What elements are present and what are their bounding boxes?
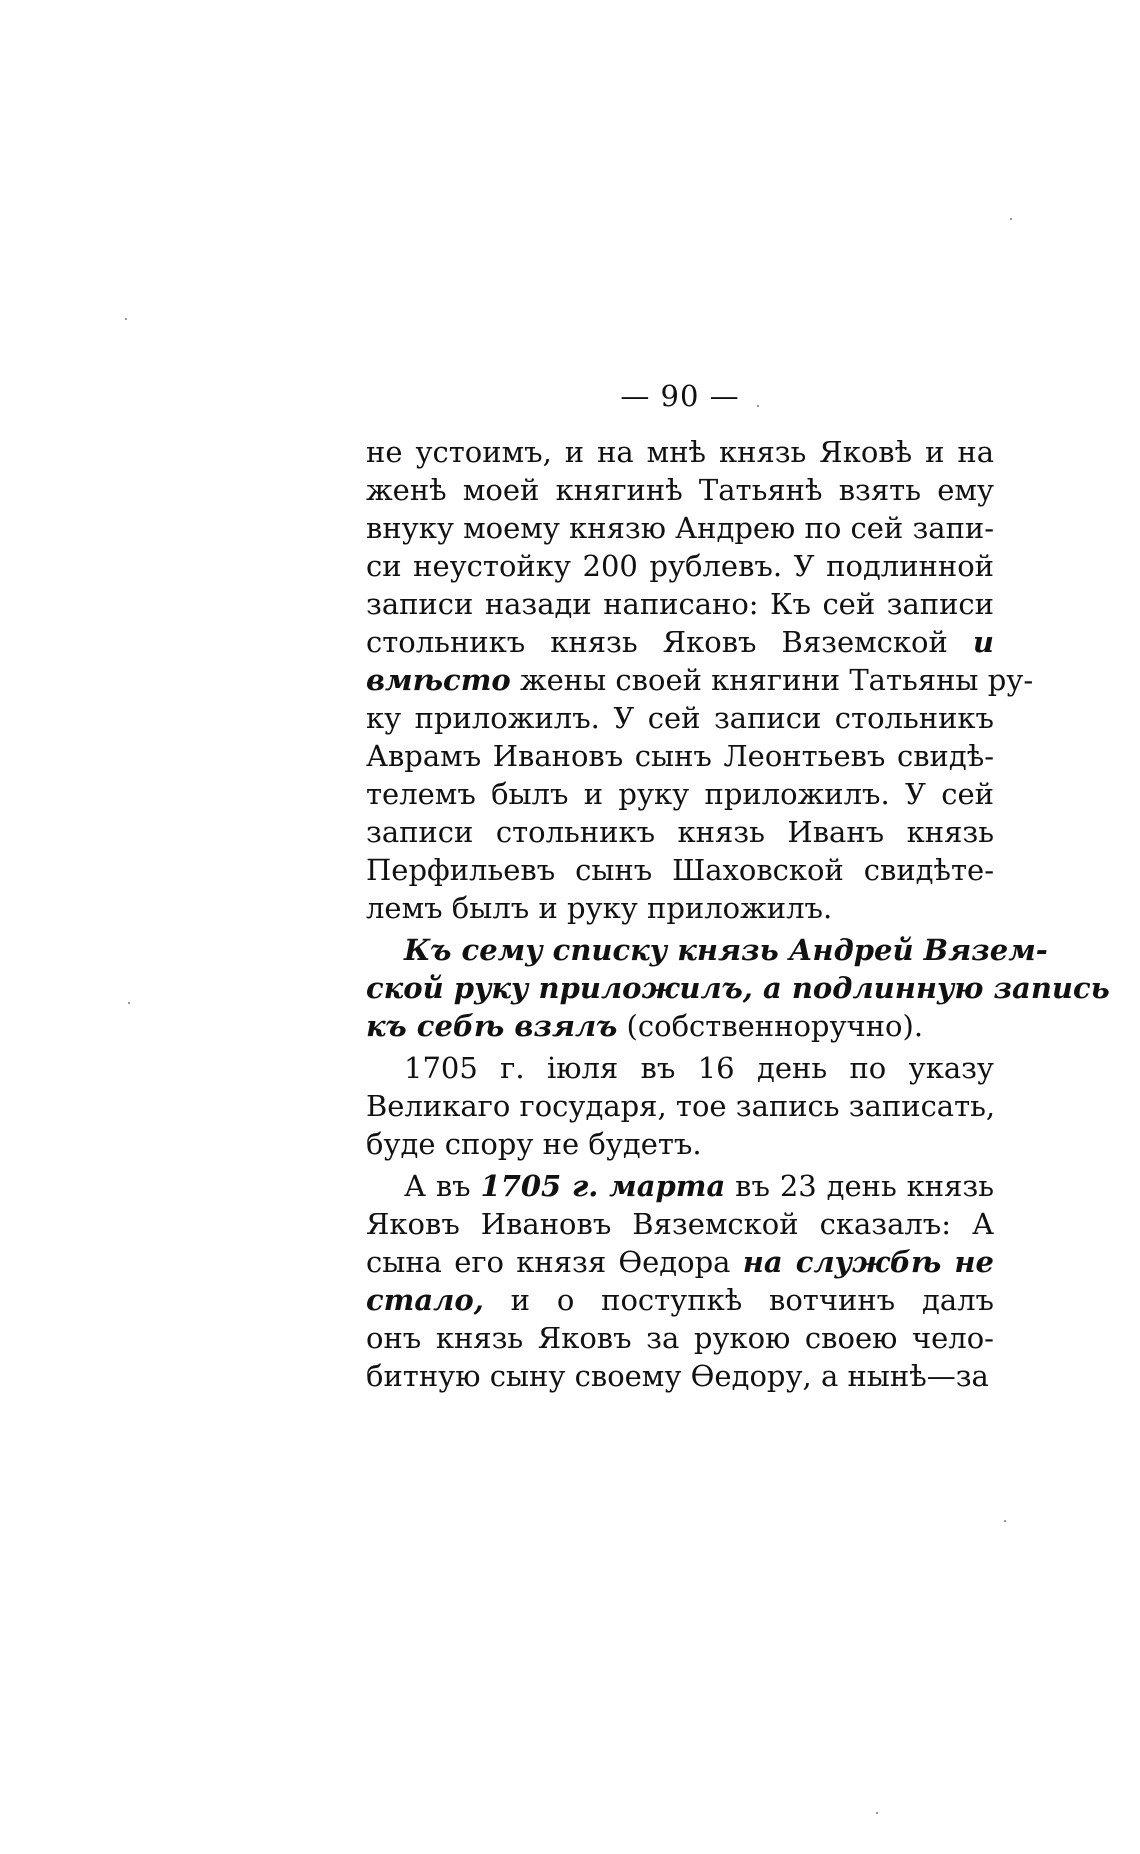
text-segment: Перфильевъ сынъ Шаховской свидѣте- — [366, 853, 994, 887]
text-line — [366, 1357, 994, 1395]
text-segment: не устоимъ, и на мнѣ князь Яковѣ и на — [366, 435, 994, 469]
text-segment: ку приложилъ. У сей записи стольникъ — [366, 701, 994, 735]
paragraph — [366, 1049, 994, 1163]
text-line — [366, 737, 994, 775]
italic-segment: и — [972, 625, 994, 659]
scan-speck — [757, 405, 759, 407]
text-segment: сына его князя Ѳедора — [366, 1245, 743, 1279]
text-segment: буде спору не будетъ. — [366, 1127, 702, 1161]
italic-segment: стало, — [366, 1283, 484, 1317]
text-segment: стольникъ князь Яковъ Вяземской — [366, 625, 973, 659]
text-line — [366, 433, 994, 471]
scan-speck — [128, 1002, 130, 1004]
text-segment: телемъ былъ и руку приложилъ. У сей — [366, 777, 994, 811]
italic-segment: къ себѣ взялъ — [366, 1009, 618, 1043]
scan-speck — [876, 1812, 878, 1814]
text-line — [366, 1167, 994, 1205]
text-line — [366, 1205, 994, 1243]
paragraph — [366, 931, 1110, 1045]
text-segment: и о поступкѣ вотчинъ далъ — [483, 1283, 994, 1317]
text-line — [366, 623, 994, 661]
text-segment: Яковъ Ивановъ Вяземской сказалъ: А — [366, 1207, 994, 1241]
text-segment: записи назади написано: Къ сей записи — [366, 587, 994, 621]
text-line — [366, 889, 994, 927]
text-segment: записи стольникъ князь Иванъ князь — [366, 815, 994, 849]
text-line — [366, 585, 994, 623]
paragraph — [366, 433, 1034, 927]
text-segment: жены своей княгини Татьяны ру- — [510, 663, 1034, 697]
italic-segment: на службѣ не — [742, 1245, 994, 1279]
scan-speck — [125, 318, 127, 320]
text-segment: онъ князь Яковъ за рукою своею чело- — [366, 1321, 994, 1355]
text-line — [366, 1281, 994, 1319]
text-segment: Аврамъ Ивановъ сынъ Леонтьевъ свидѣ- — [366, 739, 994, 773]
text-line — [366, 1125, 994, 1163]
text-segment: въ 23 день князь — [725, 1169, 994, 1203]
text-line — [366, 931, 1048, 969]
text-segment: женѣ моей княгинѣ Татьянѣ взять ему — [366, 473, 994, 507]
scan-speck — [1004, 1520, 1006, 1522]
page-number: — 90 — — [620, 379, 740, 413]
text-line — [366, 851, 994, 889]
text-segment: си неустойку 200 рублевъ. У подлинной — [366, 549, 994, 583]
text-line — [366, 775, 994, 813]
italic-segment: ской руку приложилъ, а подлинную запись — [366, 971, 1110, 1005]
text-segment: Великаго государя, тое запись записать, — [366, 1089, 996, 1123]
text-segment: 1705 г. іюля въ 16 день по указу — [404, 1051, 994, 1085]
text-line — [366, 699, 994, 737]
text-segment: внуку моему князю Андрею по сей запи- — [366, 511, 995, 545]
text-line — [366, 813, 994, 851]
italic-segment: 1705 г. марта — [480, 1169, 726, 1203]
text-line — [366, 547, 994, 585]
italic-segment: вмѣсто — [366, 663, 511, 697]
text-line — [366, 1049, 994, 1087]
scan-speck — [1010, 218, 1012, 220]
text-line — [366, 509, 994, 547]
text-line — [366, 1087, 994, 1125]
text-segment: битную сыну своему Ѳедору, а нынѣ—за — [366, 1359, 989, 1393]
body-text — [366, 433, 1110, 1399]
text-line — [366, 471, 994, 509]
paragraph — [366, 1167, 994, 1395]
text-line — [366, 969, 1110, 1007]
text-segment: (собственноручно). — [617, 1009, 924, 1043]
text-segment: лемъ былъ и руку приложилъ. — [366, 891, 833, 925]
text-line — [366, 1319, 994, 1357]
italic-segment: Къ сему списку князь Андрей Вязем- — [404, 933, 1048, 967]
text-line — [366, 1243, 994, 1281]
text-line — [366, 1007, 994, 1045]
text-line — [366, 661, 1034, 699]
text-segment: А въ — [404, 1169, 481, 1203]
